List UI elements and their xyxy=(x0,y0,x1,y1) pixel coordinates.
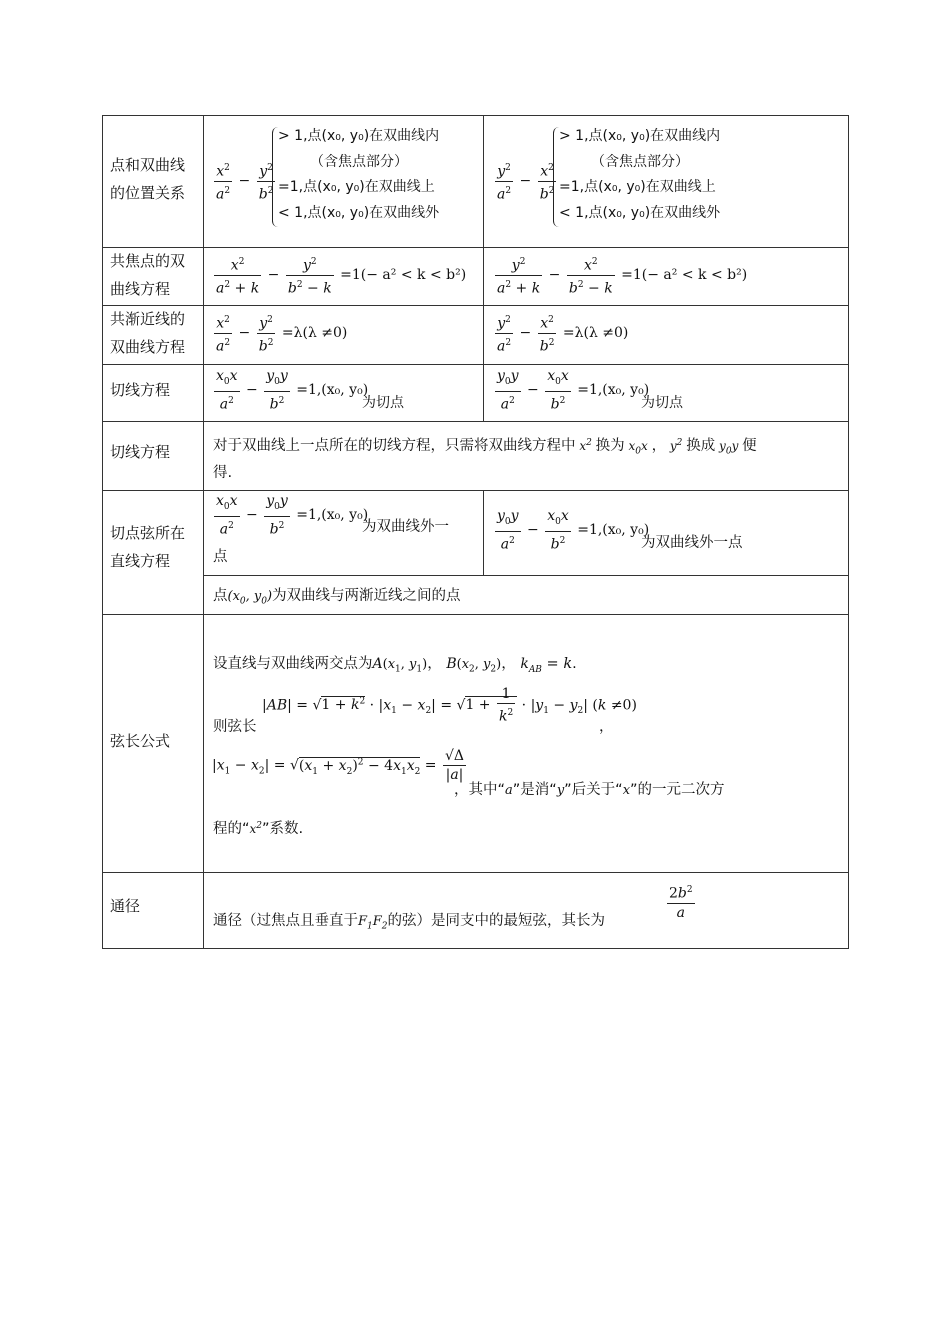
case-inside-note: （含焦点部分） xyxy=(310,153,408,170)
row-divider xyxy=(102,115,849,116)
row6-left-formula: $\frac{x_0x}{a^2}$ − $\frac{y_0y}{b^2}$ =1,(x₀, y₀) xyxy=(216,493,369,538)
row7-line4-text: 程的“$x^2$”系数. xyxy=(213,821,304,837)
col-divider xyxy=(102,115,103,949)
case-outside: < 1,点(x₀, y₀)在双曲线外 xyxy=(559,204,721,221)
row-divider xyxy=(102,490,849,491)
row6-right-tail: 为双曲线外一点 xyxy=(641,535,743,551)
row5-label: 切线方程 xyxy=(110,443,171,461)
row2-right-formula: $\frac{y^2}{a^2 + k}$ − $\frac{x^2}{b^2 - k}$ =1(− a² < k < b²) xyxy=(493,253,747,297)
row1-left-lhs: $\frac{x^2}{a^2}$ − $\frac{y^2}{b^2}$ xyxy=(212,159,277,203)
row7-line2-prefix: 则弦长 xyxy=(213,719,257,735)
row7-chord-length: $|AB| = √1 + k^2 \cdot |x_1 - x_2| = √1$ + $\frac{1}{k^2}$ · $|y_1 - y_2|$ (k ≠0) xyxy=(262,686,637,725)
row-divider xyxy=(102,364,849,365)
col-divider xyxy=(483,490,484,576)
case-outside: < 1,点(x₀, y₀)在双曲线外 xyxy=(278,204,440,221)
row2-left-formula: $\frac{x^2}{a^2 + k}$ − $\frac{y^2}{b^2 - k}$ =1(− a² < k < b²) xyxy=(212,253,466,297)
row5-text-line2: 得. xyxy=(213,465,233,481)
case-inside: > 1,点(x₀, y₀)在双曲线内 xyxy=(278,128,440,144)
col-divider xyxy=(483,115,484,421)
row6-label: 切点弦所在 直线方程 xyxy=(110,524,186,570)
row3-left-formula: $\frac{x^2}{a^2}$ − $\frac{y^2}{b^2}$ =λ(λ ≠0) xyxy=(212,311,347,355)
row7-line3-text: ，其中“a”是消“y”后关于“x”的一元二次方 xyxy=(454,782,725,798)
row2-label: 共焦点的双 曲线方程 xyxy=(110,252,186,298)
row6-left-tail2: 点 xyxy=(213,549,228,565)
case-inside: > 1,点(x₀, y₀)在双曲线内 xyxy=(559,128,721,144)
row8-text: 通径（过焦点且垂直于$F_1F_2$的弦）是同支中的最短弦，其长为 xyxy=(213,913,606,932)
formula-table xyxy=(102,115,849,949)
row7-label: 弦长公式 xyxy=(110,732,171,750)
row7-x-diff: $|x_1 - x_2| = √(x_1 + x_2)^2 - 4x_1x_2$ = $\frac{√\Delta}{|a|}$ xyxy=(212,748,465,783)
row1-left-cases xyxy=(278,124,439,226)
row7-line2-end: ， xyxy=(599,719,614,735)
row1-label: 点和双曲线 的位置关系 xyxy=(110,156,186,202)
row-divider xyxy=(102,421,849,422)
row8-latus-rectum: $\frac{2b^2}{a}$ xyxy=(665,881,697,922)
row6-bottom-text: 点($x_0$, $y_0$)为双曲线与两渐近线之间的点 xyxy=(213,588,461,607)
row4-left-tail: 为切点 xyxy=(362,395,404,411)
row8-label: 通径 xyxy=(110,897,141,915)
row-divider xyxy=(102,305,849,306)
row-divider xyxy=(203,575,849,576)
row4-right-formula: $\frac{y_0y}{a^2}$ − $\frac{x_0x}{b^2}$ =1,(x₀, y₀) xyxy=(497,368,650,413)
row-divider xyxy=(102,872,849,873)
row4-right-tail: 为切点 xyxy=(641,395,683,411)
row4-label: 切线方程 xyxy=(110,381,171,399)
row5-text: 对于双曲线上一点所在的切线方程，只需将双曲线方程中 $x^2$ 换为 $x_0x$ ， $y^2$ 换成 $y_0y$ 便 xyxy=(213,438,757,457)
row6-left-tail: 为双曲线外一 xyxy=(362,519,449,535)
row1-right-lhs: $\frac{y^2}{a^2}$ − $\frac{x^2}{b^2}$ xyxy=(493,159,558,203)
row1-right-cases xyxy=(559,124,720,226)
row6-right-formula: $\frac{y_0y}{a^2}$ − $\frac{x_0x}{b^2}$ =1,(x₀, y₀) xyxy=(497,508,650,553)
case-on: =1,点(x₀, y₀)在双曲线上 xyxy=(278,179,435,195)
col-divider xyxy=(848,115,849,949)
row4-left-formula: $\frac{x_0x}{a^2}$ − $\frac{y_0y}{b^2}$ =1,(x₀, y₀) xyxy=(216,368,369,413)
row3-right-formula: $\frac{y^2}{a^2}$ − $\frac{x^2}{b^2}$ =λ(λ ≠0) xyxy=(493,311,628,355)
case-inside-note: （含焦点部分） xyxy=(591,153,689,170)
row-divider xyxy=(102,247,849,248)
row3-label: 共渐近线的 双曲线方程 xyxy=(110,310,186,356)
case-on: =1,点(x₀, y₀)在双曲线上 xyxy=(559,179,716,195)
row-divider xyxy=(102,948,849,949)
col-divider xyxy=(203,115,204,949)
row7-line1: 设直线与双曲线两交点为$A(x_1$, $y_1$)， $B(x_2$, $y_2$)， $k_{AB} = k$. xyxy=(213,656,577,675)
